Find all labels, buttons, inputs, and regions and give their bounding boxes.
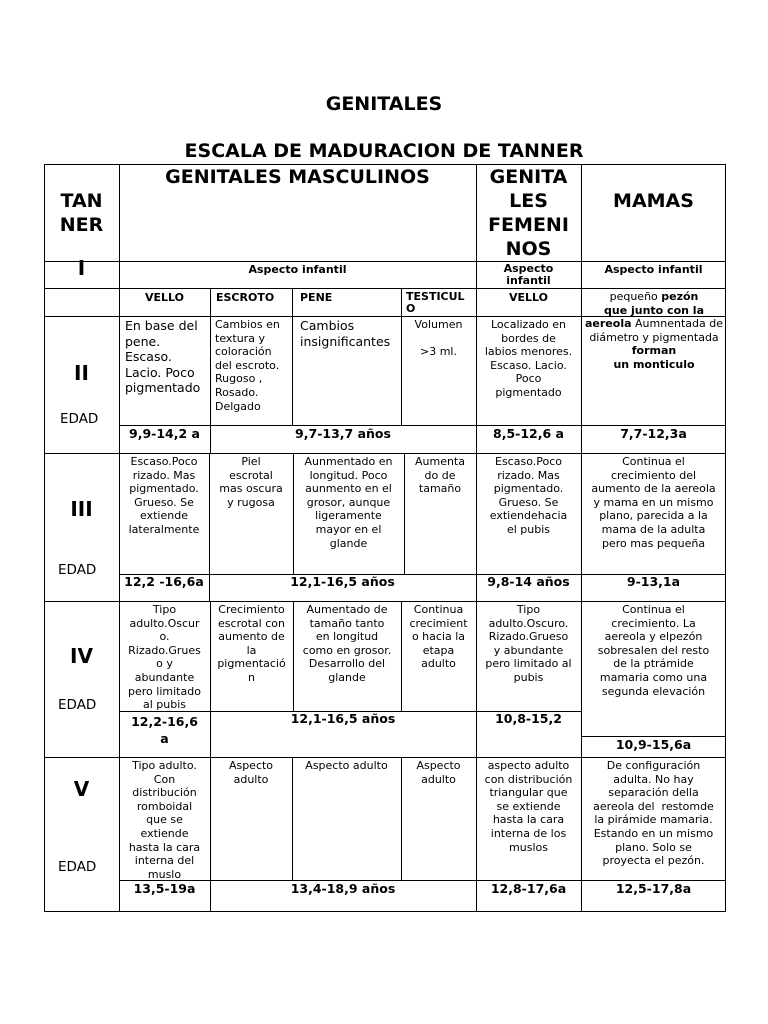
age-fem: 9,8-14 años — [487, 574, 570, 589]
stage-pene: Aunmentado en longitud. Poco aunmento en el grosor, aunque ligeramente mayor en el glande — [304, 455, 393, 550]
table-border-bottom — [44, 911, 726, 912]
stage-label: II — [74, 361, 89, 385]
edad-label: EDAD — [60, 411, 99, 427]
stage-testiculo: Continua crecimient o hacia la etapa adulto — [409, 603, 468, 671]
edad-label: EDAD — [58, 859, 97, 875]
age-mamas: 9-13,1a — [626, 574, 681, 589]
subheader-escroto: ESCROTO — [216, 291, 275, 304]
stage-vello: Tipo adulto. Con distribución romboidal que se extiende hasta la cara interna del muslo — [128, 759, 201, 881]
table-border-left — [44, 164, 45, 912]
age-fem: 10,8-15,2 — [495, 711, 562, 726]
row-divider — [44, 601, 726, 602]
stage-testiculo: Aspecto adulto — [416, 759, 461, 786]
col-divider — [292, 288, 293, 426]
age-masc: 12,1-16,5 años — [290, 574, 395, 589]
row-divider — [44, 261, 726, 262]
subheader-vello: VELLO — [144, 291, 184, 304]
stage1-fem: Aspecto infantil — [503, 262, 554, 287]
age-vello: 13,5-19a — [133, 881, 196, 896]
age-fem: 12,8-17,6a — [490, 881, 567, 896]
stage-mamas: Continua el crecimiento. La aereola y elpezón sobresalen del resto de la ptrámide mamaria como una segunda elevación — [597, 603, 710, 698]
mamas-text: Aumnentada de diámetro y pigmentada — [589, 317, 723, 344]
subheader-pene: PENE — [300, 291, 333, 304]
subheader-vello-femenino: VELLO — [508, 291, 548, 304]
row-divider — [44, 288, 726, 289]
header-genitales-masculinos: GENITALES MASCULINOS — [165, 166, 430, 188]
mamas-bold-text: forman un monticulo — [613, 344, 695, 371]
stage-testiculo: Aumenta do de tamaño — [414, 455, 465, 496]
age-mamas: 7,7-12,3a — [620, 426, 687, 441]
stage-escroto: Aspecto adulto — [228, 759, 274, 786]
mamas-text: pequeño — [609, 290, 662, 303]
stage-label: IV — [70, 644, 93, 668]
document-title: GENITALES — [325, 93, 443, 115]
stage-label: III — [70, 497, 93, 521]
stage-femenino: aspecto adulto con distribución triangular que se extiende hasta la cara interna de los muslos — [484, 759, 573, 854]
edad-label: EDAD — [58, 697, 97, 713]
stage-femenino: Localizado en bordes de labios menores. Escaso. Lacio. Poco pigmentado — [484, 318, 573, 399]
header-tanner: TAN NER — [59, 190, 104, 236]
age-mamas: 10,9-15,6a — [615, 737, 692, 752]
mamas-stage2-description — [584, 290, 724, 372]
age-vello: 12,2 -16,6a — [124, 574, 204, 589]
stage-mamas: De configuración adulta. No hay separación della aereola del restomde la pirámide mamaria. Estando en un mismo plano. Solo se proyecta el pezón. — [593, 759, 714, 868]
document-subtitle: ESCALA DE MADURACION DE TANNER — [184, 140, 584, 162]
stage1-mamas: Aspecto infantil — [604, 263, 703, 276]
stage1-masc: Aspecto infantil — [248, 263, 347, 276]
col-divider — [292, 757, 293, 881]
stage-escroto: Crecimiento escrotal con aumento de la pigmentació n — [217, 603, 286, 684]
stage-vello: Tipo adulto.Oscur o. Rizado.Grues o y abundante pero limitado al pubis — [128, 603, 201, 712]
stage-label: V — [73, 777, 90, 801]
age-vello: 12,2-16,6 a — [131, 714, 198, 746]
stage-pene: Cambios insignificantes — [300, 318, 391, 349]
age-mamas: 12,5-17,8a — [615, 881, 692, 896]
header-genitales-femeninos: GENITA LES FEMENI NOS — [488, 166, 569, 260]
stage-vello: Escaso.Poco rizado. Mas pigmentado. Grueso. Se extiende lateralmente — [128, 455, 200, 536]
col-divider — [210, 288, 211, 426]
age-vello: 9,9-14,2 a — [129, 426, 200, 441]
stage-mamas: Continua el crecimiento del aumento de la aereola y mama en un mismo plano, parecida a la mama de la adulta pero mas pequeña — [591, 455, 716, 550]
edad-label: EDAD — [58, 562, 97, 578]
stage-escroto: Cambios en textura y coloración del escroto. Rugoso , Rosado. Delgado — [215, 318, 280, 413]
stage-vello: En base del pene. Escaso. Lacio. Poco pigmentado — [125, 318, 201, 395]
row-divider — [44, 757, 726, 758]
age-masc: 12,1-16,5 años — [290, 711, 396, 726]
row-divider — [44, 453, 726, 454]
mamas-bold-text: pezón que junto con la aereola — [585, 290, 704, 331]
stage-label: I — [77, 256, 86, 280]
stage-pene: Aspecto adulto — [305, 759, 388, 772]
subheader-testiculo: TESTICUL O — [406, 290, 465, 315]
age-masc: 9,7-13,7 años — [295, 426, 391, 441]
age-fem: 8,5-12,6 a — [493, 426, 564, 441]
stage-pene: Aumentado de tamaño tanto en longitud como en grosor. Desarrollo del glande — [302, 603, 392, 684]
stage-femenino: Tipo adulto.Oscuro. Rizado.Grueso y abundante pero limitado al pubis — [485, 603, 572, 684]
stage-femenino: Escaso.Poco rizado. Mas pigmentado. Grueso. Se extiendehacia el pubis — [489, 455, 568, 536]
age-masc: 13,4-18,9 años — [290, 881, 396, 896]
stage-escroto: Piel escrotal mas oscura y rugosa — [219, 455, 283, 509]
stage-testiculo: Volumen >3 ml. — [414, 318, 463, 359]
header-mamas: MAMAS — [613, 190, 694, 212]
